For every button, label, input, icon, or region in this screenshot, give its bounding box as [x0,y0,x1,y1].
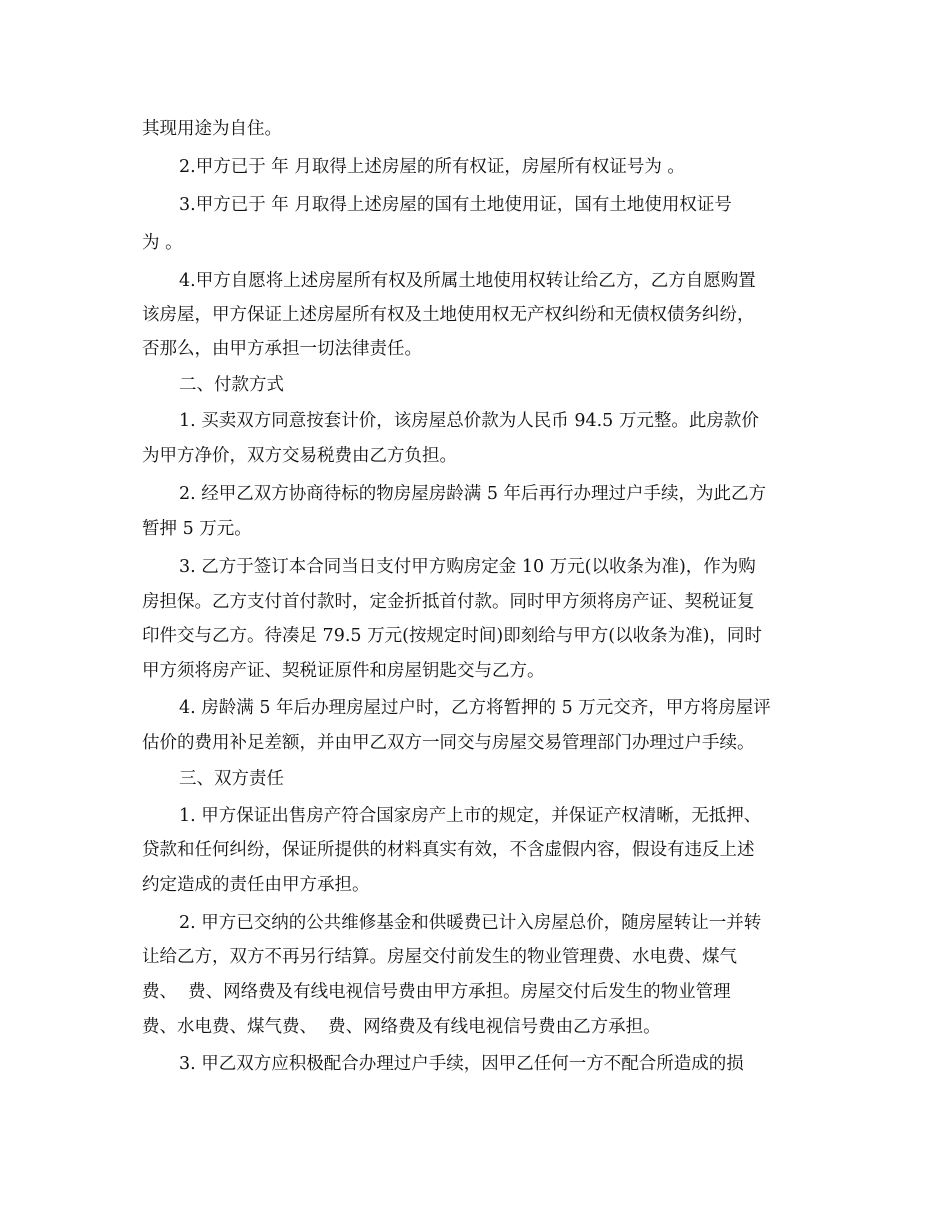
text-line: 3. 乙方于签订本合同当日支付甲方购房定金 10 万元(以收条为准)，作为购 [179,557,756,577]
text-line: 费、 费、网络费及有线电视信号费由甲方承担。房屋交付后发生的物业管理 [142,982,731,1002]
text-line: 否那么，由甲方承担一切法律责任。 [142,339,422,359]
section-heading: 三、双方责任 [179,769,284,789]
text-line: 房担保。乙方支付首付款时，定金折抵首付款。同时甲方须将房产证、契税证复 [142,592,755,612]
text-line: 暂押 5 万元。 [142,519,252,539]
text-line: 2. 甲方已交纳的公共维修基金和供暖费已计入房屋总价，随房屋转让一并转 [179,913,762,933]
text-line: 3. 甲乙双方应积极配合办理过户手续，因甲乙任何一方不配合所造成的损 [179,1054,744,1074]
text-line: 1. 买卖双方同意按套计价，该房屋总价款为人民币 94.5 万元整。此房款价 [179,411,759,431]
text-line: 让给乙方，双方不再另行结算。房屋交付前发生的物业管理费、水电费、煤气 [142,947,737,967]
text-line: 该房屋，甲方保证上述房屋所有权及土地使用权无产权纠纷和无债权债务纠纷， [142,305,755,325]
text-line: 贷款和任何纠纷，保证所提供的材料真实有效，不含虚假内容，假设有违反上述 [142,840,755,860]
text-line: 甲方须将房产证、契税证原件和房屋钥匙交与乙方。 [142,661,545,681]
text-line: 1. 甲方保证出售房产符合国家房产上市的规定，并保证产权清晰，无抵押、 [179,806,762,826]
text-line: 估价的费用补足差额，并由甲乙双方一同交与房屋交易管理部门办理过户手续。 [142,733,755,753]
text-line: 2.甲方已于 年 月取得上述房屋的所有权证，房屋所有权证号为 。 [179,157,685,177]
text-line: 4. 房龄满 5 年后办理房屋过户时，乙方将暂押的 5 万元交齐，甲方将房屋评 [179,698,771,718]
text-line: 为 。 [142,233,183,253]
text-line: 为甲方净价，双方交易税费由乙方负担。 [142,446,457,466]
text-line: 3.甲方已于 年 月取得上述房屋的国有土地使用证，国有土地使用权证号 [179,195,732,215]
text-line: 其现用途为自住。 [142,119,282,139]
text-line: 印件交与乙方。待凑足 79.5 万元(按规定时间)即刻给与甲方(以收条为准)，同时 [142,626,762,646]
text-line: 2. 经甲乙双方协商待标的物房屋房龄满 5 年后再行办理过户手续，为此乙方 [179,484,767,504]
text-line: 4.甲方自愿将上述房屋所有权及所属土地使用权转让给乙方，乙方自愿购置 [179,271,756,291]
text-line: 约定造成的责任由甲方承担。 [142,875,370,895]
section-heading: 二、付款方式 [179,375,284,395]
text-line: 费、水电费、煤气费、 费、网络费及有线电视信号费由乙方承担。 [142,1017,661,1037]
